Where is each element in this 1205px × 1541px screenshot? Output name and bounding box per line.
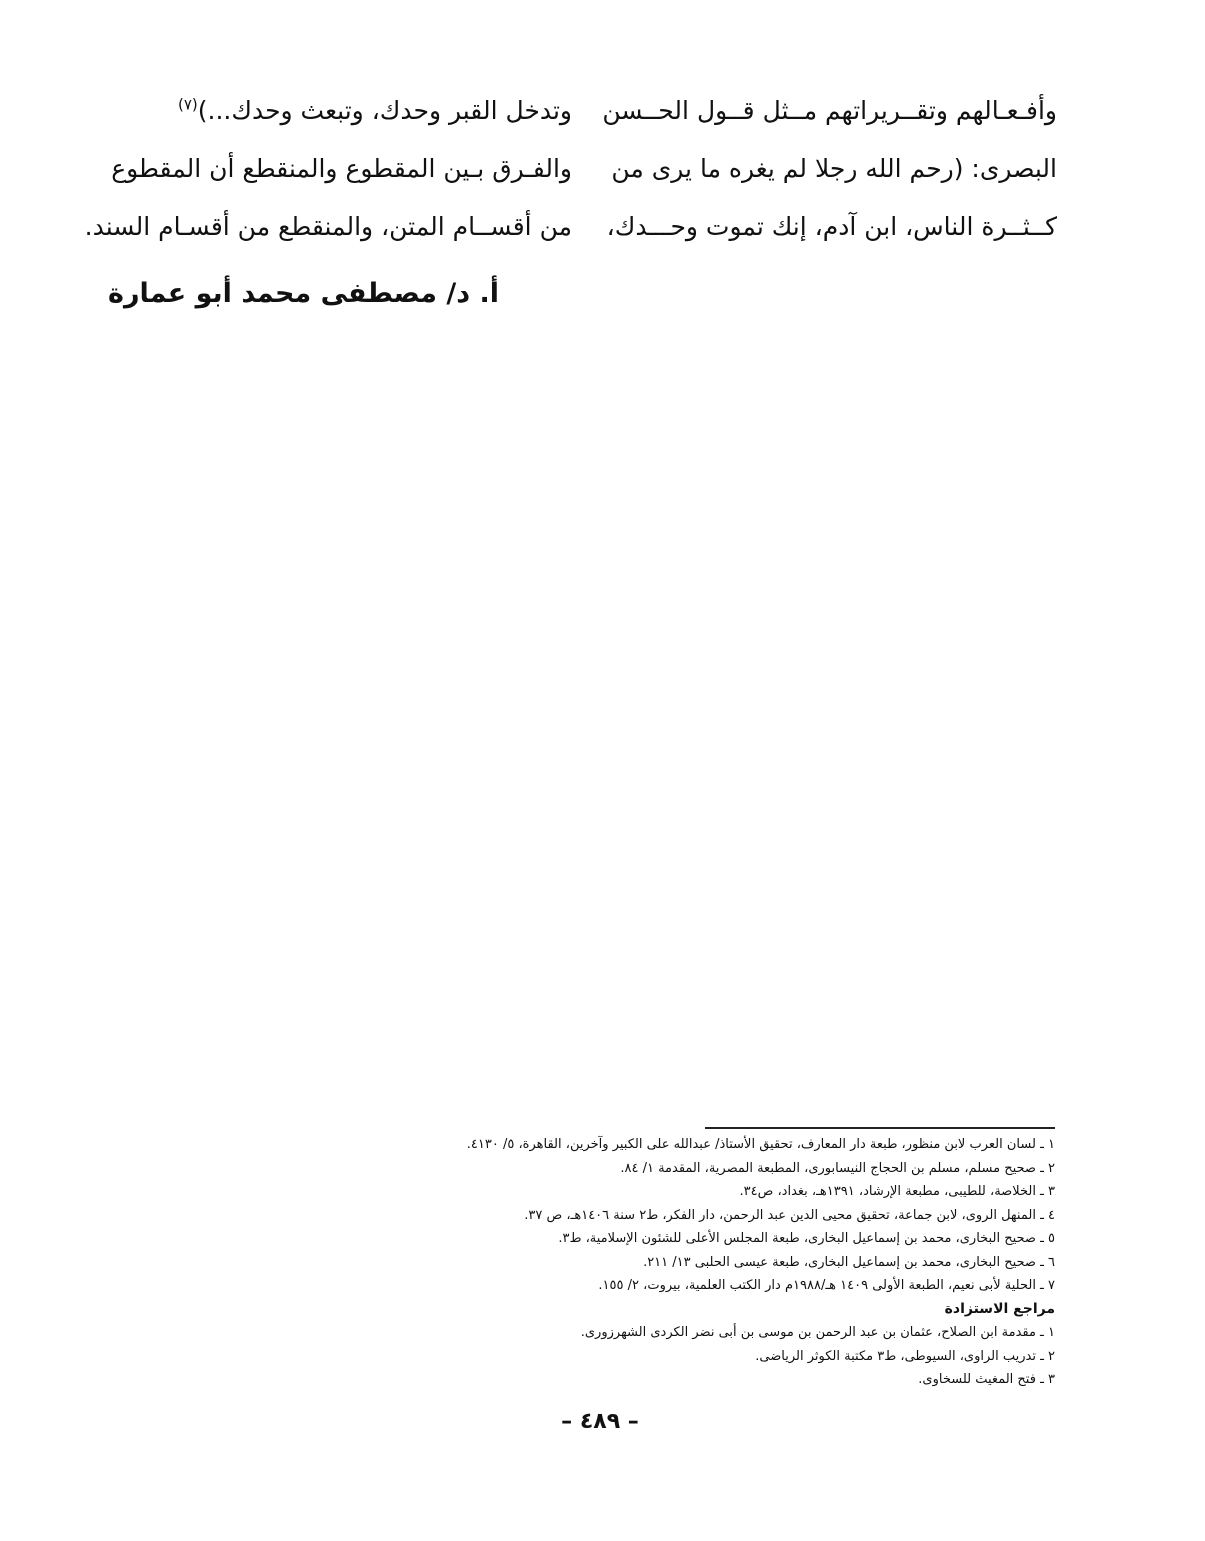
reference-item: ٣ ـ فتح المغيث للسخاوى.: [918, 1372, 1055, 1387]
footnote-item: ٤ ـ المنهل الروى، لابن جماعة، تحقيق محيى الدين عبد الرحمن، دار الفكر، ط٢ سنة ١٤٠٦هـ، ص ٣٧.: [524, 1207, 1055, 1223]
reference-item: ٢ ـ تدريب الراوى، السيوطى، ط٣ مكتبة الكوثر الرياضى.: [755, 1348, 1055, 1364]
footnote-item: ١ ـ لسان العرب لابن منظور، طبعة دار المعارف، تحقيق الأستاذ/ عبدالله على الكبير وآخرين، القاهرة، ٥/ ٤١٣٠.: [466, 1137, 1055, 1152]
footnote-marker: (٧): [177, 95, 198, 114]
body-line: البصرى: (رحم الله رجلا لم يغره ما يرى من: [611, 154, 1057, 183]
footnote-item: ٢ ـ صحيح مسلم، مسلم بن الحجاج النيسابورى، المطبعة المصرية، المقدمة ١/ ٨٤.: [620, 1160, 1055, 1176]
body-line: كــثــرة الناس، ابن آدم، إنك تموت وحـــدك،: [606, 212, 1057, 241]
page-number: – ٤٨٩ –: [561, 1409, 639, 1434]
body-column-right: [602, 82, 1057, 256]
footnote-divider: [705, 1127, 1055, 1129]
reference-item: ١ ـ مقدمة ابن الصلاح، عثمان بن عبد الرحمن بن موسى بن أبى نضر الكردى الشهرزورى.: [580, 1325, 1055, 1340]
footnotes-section: [355, 1133, 1055, 1392]
body-line: وأفـعـالهم وتقــريراتهم مــثل قــول الحــسن: [602, 96, 1057, 125]
body-line: والفـرق بـين المقطوع والمنقطع أن المقطوع: [111, 154, 572, 183]
author-signature: أ. د/ مصطفى محمد أبو عمارة: [108, 278, 499, 309]
body-line: [147, 82, 572, 140]
references-heading: مراجع الاستزادة: [944, 1300, 1055, 1317]
body-line-text: وتدخل القبر وحدك، وتبعث وحدك...): [197, 96, 572, 125]
footnote-item: ٥ ـ صحيح البخارى، محمد بن إسماعيل البخارى، طبعة المجلس الأعلى للشئون الإسلامية، ط٣.: [558, 1231, 1055, 1246]
body-column-left: [84, 82, 572, 256]
footnote-item: ٣ ـ الخلاصة، للطيبى، مطبعة الإرشاد، ١٣٩١هـ، بغداد، ص٣٤.: [739, 1184, 1055, 1199]
footnote-item: ٧ ـ الحلية لأبى نعيم، الطبعة الأولى ١٤٠٩ هـ/١٩٨٨م دار الكتب العلمية، بيروت، ٢/ ١٥٥.: [598, 1278, 1055, 1293]
footnote-item: ٦ ـ صحيح البخارى، محمد بن إسماعيل البخارى، طبعة عيسى الحلبى ١٣/ ٢١١.: [643, 1254, 1055, 1270]
body-line: من أقســام المتن، والمنقطع من أقسـام السند.: [84, 212, 572, 241]
